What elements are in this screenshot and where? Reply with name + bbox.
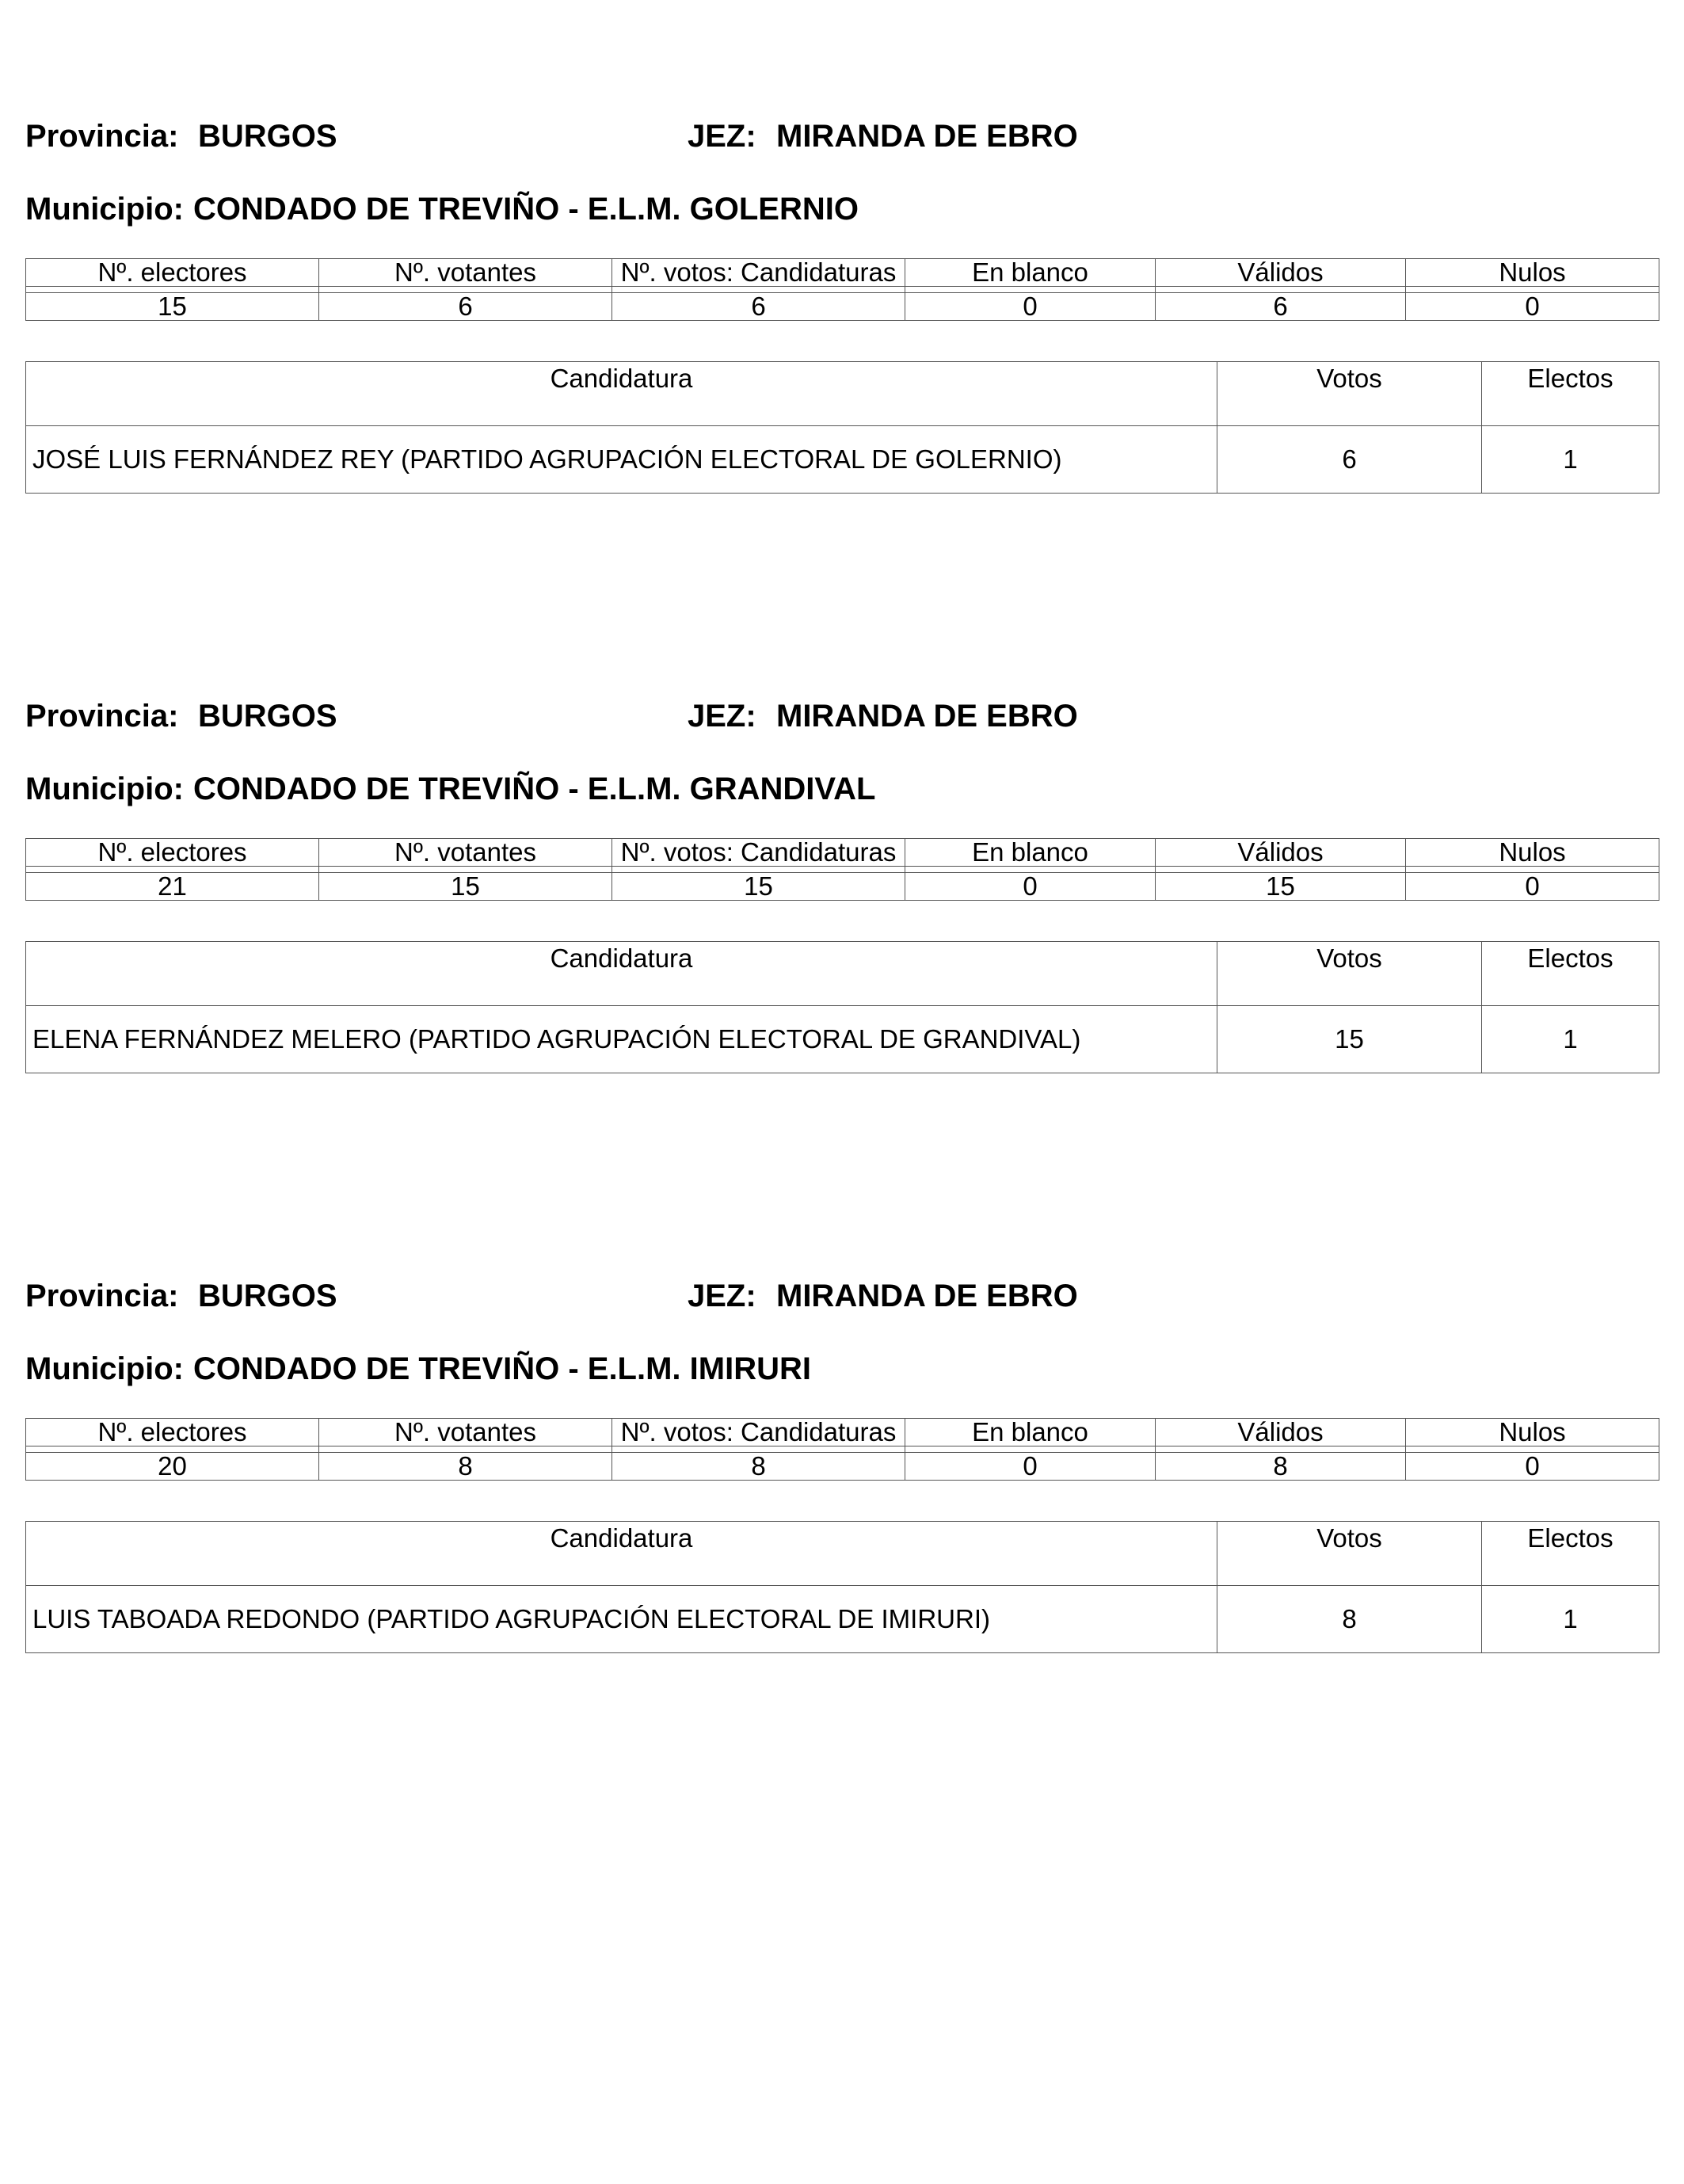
header-line xyxy=(25,697,1659,735)
municipio-line xyxy=(25,1350,811,1388)
provincia-label: Provincia: xyxy=(25,699,179,734)
candidatura-header: Candidatura xyxy=(26,362,1217,426)
provincia-label: Provincia: xyxy=(25,1279,179,1313)
stats-value-row xyxy=(26,873,1659,901)
stats-value: 21 xyxy=(26,873,319,901)
candidatura-header-row xyxy=(26,942,1659,1006)
candidatura-header: Candidatura xyxy=(26,1522,1217,1586)
stats-value: 6 xyxy=(612,293,905,321)
candidatura-name: LUIS TABOADA REDONDO (PARTIDO AGRUPACIÓN ELECTORAL DE IMIRURI) xyxy=(26,1586,1217,1653)
candidatura-row xyxy=(26,426,1659,494)
votos-header: Votos xyxy=(1217,362,1482,426)
stats-table xyxy=(25,1418,1659,1481)
municipio-label: Municipio: xyxy=(25,772,184,806)
stats-header: Nº. votantes xyxy=(319,839,612,867)
stats-header: En blanco xyxy=(905,1419,1156,1446)
electos-value: 1 xyxy=(1482,1006,1659,1073)
municipio-block xyxy=(25,697,1659,1054)
stats-header: Nulos xyxy=(1406,259,1659,287)
stats-value: 15 xyxy=(26,293,319,321)
stats-value: 0 xyxy=(1406,293,1659,321)
stats-header: Válidos xyxy=(1156,839,1406,867)
stats-header: En blanco xyxy=(905,259,1156,287)
municipio-value: CONDADO DE TREVIÑO - E.L.M. GOLERNIO xyxy=(192,192,859,227)
municipio-label: Municipio: xyxy=(25,192,184,227)
stats-value: 0 xyxy=(905,873,1156,901)
stats-value-row xyxy=(26,293,1659,321)
municipio-line xyxy=(25,770,875,808)
stats-header: En blanco xyxy=(905,839,1156,867)
municipio-line xyxy=(25,190,859,228)
jez-value: MIRANDA DE EBRO xyxy=(776,699,1078,734)
stats-value: 0 xyxy=(905,293,1156,321)
candidatura-name: JOSÉ LUIS FERNÁNDEZ REY (PARTIDO AGRUPACIÓN ELECTORAL DE GOLERNIO) xyxy=(26,426,1217,494)
provincia-value: BURGOS xyxy=(198,119,337,154)
candidatura-header-row xyxy=(26,1522,1659,1586)
stats-value: 15 xyxy=(319,873,612,901)
header-line xyxy=(25,117,1659,155)
stats-header: Nº. votos: Candidaturas xyxy=(612,259,905,287)
candidatura-header-row xyxy=(26,362,1659,426)
municipio-value: CONDADO DE TREVIÑO - E.L.M. GRANDIVAL xyxy=(192,772,876,806)
provincia-label: Provincia: xyxy=(25,119,179,154)
electos-header: Electos xyxy=(1482,942,1659,1006)
votos-value: 6 xyxy=(1217,426,1482,494)
stats-header: Nº. electores xyxy=(26,839,319,867)
stats-value: 15 xyxy=(1156,873,1406,901)
stats-value: 8 xyxy=(1156,1453,1406,1481)
stats-value: 6 xyxy=(319,293,612,321)
candidatura-row xyxy=(26,1006,1659,1073)
jez-label: JEZ: xyxy=(688,1279,756,1313)
stats-value: 0 xyxy=(1406,873,1659,901)
stats-value-row xyxy=(26,1453,1659,1481)
jez-label: JEZ: xyxy=(688,699,756,734)
municipio-block xyxy=(25,1277,1659,1633)
candidatura-table xyxy=(25,1521,1659,1653)
stats-header: Nº. electores xyxy=(26,259,319,287)
municipio-value: CONDADO DE TREVIÑO - E.L.M. IMIRURI xyxy=(192,1351,811,1386)
candidatura-table xyxy=(25,941,1659,1073)
stats-value: 15 xyxy=(612,873,905,901)
stats-table xyxy=(25,258,1659,321)
municipio-block xyxy=(25,117,1659,474)
jez-value: MIRANDA DE EBRO xyxy=(776,1279,1078,1313)
stats-value: 0 xyxy=(1406,1453,1659,1481)
electos-header: Electos xyxy=(1482,362,1659,426)
stats-header: Válidos xyxy=(1156,1419,1406,1446)
candidatura-header: Candidatura xyxy=(26,942,1217,1006)
votos-header: Votos xyxy=(1217,1522,1482,1586)
stats-value: 20 xyxy=(26,1453,319,1481)
provincia-value: BURGOS xyxy=(198,1279,337,1313)
stats-header-row xyxy=(26,839,1659,867)
stats-value: 8 xyxy=(319,1453,612,1481)
stats-header: Nulos xyxy=(1406,1419,1659,1446)
provincia-value: BURGOS xyxy=(198,699,337,734)
stats-value: 6 xyxy=(1156,293,1406,321)
candidatura-name: ELENA FERNÁNDEZ MELERO (PARTIDO AGRUPACIÓN ELECTORAL DE GRANDIVAL) xyxy=(26,1006,1217,1073)
stats-header: Nº. electores xyxy=(26,1419,319,1446)
electos-header: Electos xyxy=(1482,1522,1659,1586)
stats-header: Nº. votantes xyxy=(319,259,612,287)
candidatura-row xyxy=(26,1586,1659,1653)
jez-label: JEZ: xyxy=(688,119,756,154)
votos-header: Votos xyxy=(1217,942,1482,1006)
votos-value: 8 xyxy=(1217,1586,1482,1653)
votos-value: 15 xyxy=(1217,1006,1482,1073)
jez-value: MIRANDA DE EBRO xyxy=(776,119,1078,154)
municipio-label: Municipio: xyxy=(25,1351,184,1386)
candidatura-table xyxy=(25,361,1659,494)
stats-value: 0 xyxy=(905,1453,1156,1481)
stats-header-row xyxy=(26,259,1659,287)
electos-value: 1 xyxy=(1482,426,1659,494)
stats-header: Válidos xyxy=(1156,259,1406,287)
stats-header: Nº. votos: Candidaturas xyxy=(612,1419,905,1446)
electos-value: 1 xyxy=(1482,1586,1659,1653)
stats-header-row xyxy=(26,1419,1659,1446)
header-line xyxy=(25,1277,1659,1315)
stats-header: Nº. votos: Candidaturas xyxy=(612,839,905,867)
stats-header: Nº. votantes xyxy=(319,1419,612,1446)
stats-value: 8 xyxy=(612,1453,905,1481)
stats-header: Nulos xyxy=(1406,839,1659,867)
stats-table xyxy=(25,838,1659,901)
